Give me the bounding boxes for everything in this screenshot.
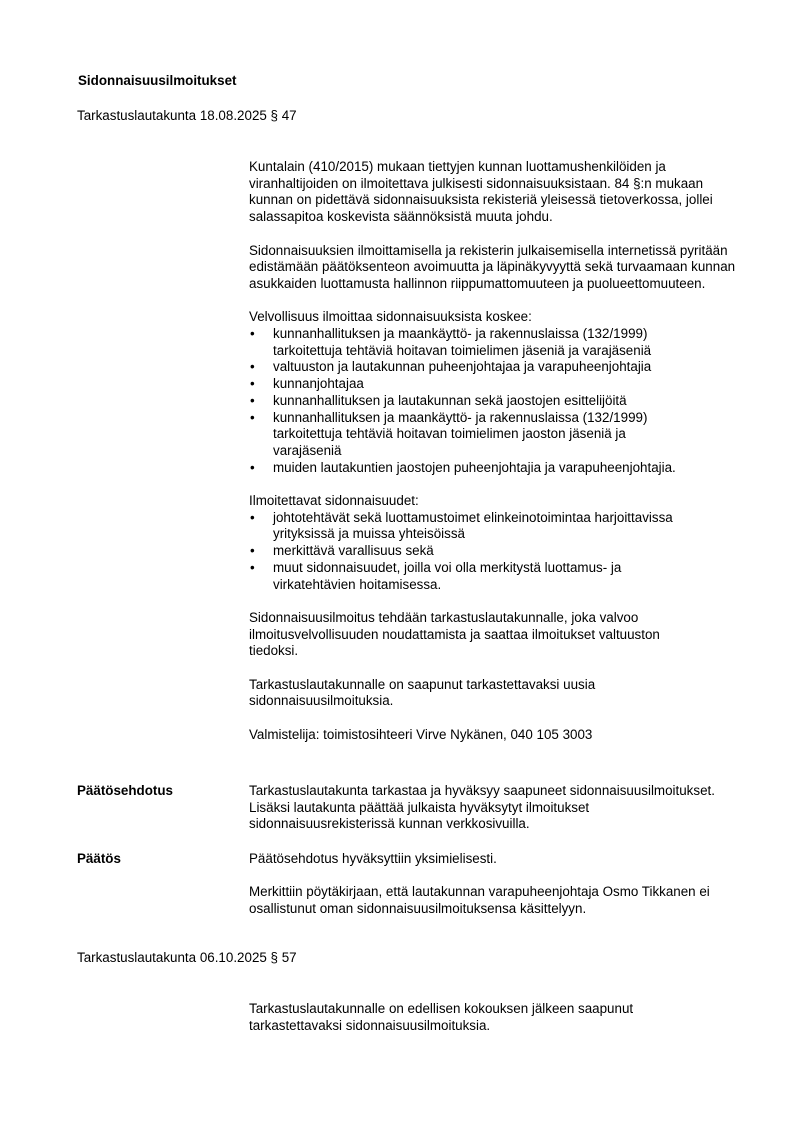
bullet-icon: • bbox=[250, 509, 255, 525]
list-item: • kunnanhallituksen ja maankäyttö- ja rakennuslaissa (132/1999) tarkoitettuja tehtäviä hoitavan toimielimen jaoston jäseniä ja varajäseniä bbox=[250, 409, 648, 458]
list-item: • muut sidonnaisuudet, joilla voi olla merkitystä luottamus- ja virkatehtävien hoitamisessa. bbox=[250, 559, 622, 592]
preparer-line: Valmistelija: toimistosihteeri Virve Nykänen, 040 105 3003 bbox=[249, 726, 593, 742]
obligation-list bbox=[249, 326, 719, 476]
bullet-icon: • bbox=[250, 459, 255, 475]
meeting-header-1: Tarkastuslautakunta 18.08.2025 § 47 bbox=[77, 108, 297, 123]
document-title: Sidonnaisuusilmoitukset bbox=[78, 73, 237, 88]
bullet-icon: • bbox=[250, 543, 255, 559]
intro-paragraph: Sidonnaisuuksien ilmoittamisella ja rekisterin julkaisemisella internetissä pyritään edistämään päätöksenteon avoimuutta ja läpinäkyvyyttä sekä turvaamaan kunnan asukkaiden luottamusta hallinnon riippumattomuuteen ja puolueettomuuteen. bbox=[249, 242, 736, 291]
bullet-icon: • bbox=[250, 409, 255, 425]
bullet-icon: • bbox=[250, 559, 255, 575]
proposal-text: Tarkastuslautakunta tarkastaa ja hyväksyy saapuneet sidonnaisuusilmoitukset. Lisäksi lautakunta päättää julkaista hyväksytyt ilmoitukset sidonnaisuusrekisterissä kunnan verkkosivuilla. bbox=[249, 783, 715, 832]
decision-paragraph: Merkittiin pöytäkirjaan, että lautakunnan varapuheenjohtaja Osmo Tikkanen ei osallistunut oman sidonnaisuusilmoituksensa käsittelyyn. bbox=[249, 884, 710, 917]
bullet-icon: • bbox=[250, 359, 255, 375]
list-item: • kunnanhallituksen ja maankäyttö- ja rakennuslaissa (132/1999) tarkoitettuja tehtäviä hoitavan toimielimen jäseniä ja varajäseniä bbox=[250, 326, 652, 358]
decision-label: Päätös bbox=[77, 851, 121, 866]
section-1-body bbox=[249, 159, 749, 744]
reportable-heading: Ilmoitettavat sidonnaisuudet: bbox=[249, 493, 419, 509]
list-item: • valtuuston ja lautakunnan puheenjohtajaa ja varapuheenjohtajia bbox=[250, 359, 652, 375]
reportable-list bbox=[249, 510, 724, 594]
proposal-label: Päätösehdotus bbox=[77, 783, 173, 798]
list-item: • kunnanjohtajaa bbox=[250, 376, 364, 392]
section-2-paragraph: Tarkastuslautakunnalle on edellisen kokouksen jälkeen saapunut tarkastettavaksi sidonnaisuusilmoituksia. bbox=[249, 1001, 634, 1033]
meeting-header-2: Tarkastuslautakunta 06.10.2025 § 57 bbox=[77, 950, 297, 965]
list-item: • merkittävä varallisuus sekä bbox=[250, 543, 434, 559]
obligation-heading: Velvollisuus ilmoittaa sidonnaisuuksista koskee: bbox=[249, 309, 532, 325]
bullet-icon: • bbox=[250, 326, 255, 341]
section-2-body bbox=[249, 1001, 669, 1034]
bullet-icon: • bbox=[250, 376, 255, 392]
list-item: • muiden lautakuntien jaostojen puheenjohtajia ja varapuheenjohtajia. bbox=[250, 459, 676, 475]
decision-body bbox=[249, 851, 729, 918]
list-item: • johtotehtävät sekä luottamustoimet elinkeinotoimintaa harjoittavissa yrityksissä ja muissa yhteisöissä bbox=[250, 509, 673, 542]
list-item: • kunnanhallituksen ja lautakunnan sekä jaostojen esittelijöitä bbox=[250, 392, 627, 408]
intro-paragraph: Kuntalain (410/2015) mukaan tiettyjen kunnan luottamushenkilöiden ja viranhaltijoiden on ilmoitettava julkisesti sidonnaisuuksistaan. 84 §:n mukaan kunnan on pidettävä sidonnaisuuksista rekisteriä yleisessä tietoverkossa, jollei salassapitoa koskevista säännöksistä muuta johdu. bbox=[249, 159, 713, 225]
bullet-icon: • bbox=[250, 392, 255, 408]
closing-paragraph: Sidonnaisuusilmoitus tehdään tarkastuslautakunnalle, joka valvoo ilmoitusvelvollisuuden noudattamista ja saattaa ilmoitukset valtuuston tiedoksi. bbox=[249, 609, 660, 659]
decision-paragraph: Päätösehdotus hyväksyttiin yksimielisesti. bbox=[249, 851, 497, 866]
closing-paragraph: Tarkastuslautakunnalle on saapunut tarkastettavaksi uusia sidonnaisuusilmoituksia. bbox=[249, 676, 596, 709]
